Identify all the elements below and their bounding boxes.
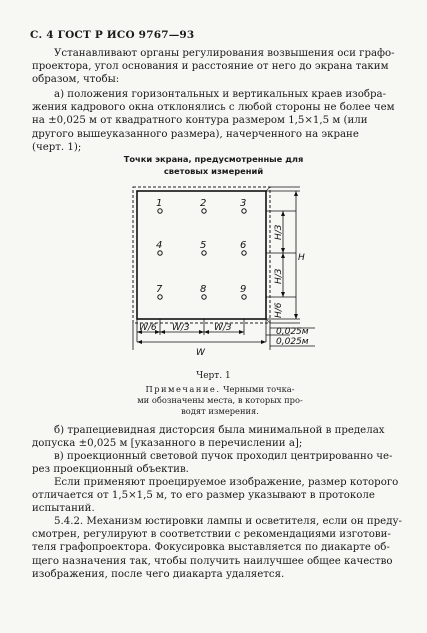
- item-c-paragraph: [32, 450, 408, 476]
- text-line: испытаний.: [32, 503, 95, 515]
- text-line: Устанавливают органы регулирования возвышения оси графо-: [54, 48, 395, 59]
- dimension-label-w3-b: W/3: [214, 323, 232, 333]
- text-line: другого вышеуказанного размера), начерченного на экране: [32, 128, 359, 140]
- text-line: щего назначения так, чтобы получить наилучшее общее качество: [32, 555, 393, 567]
- text-line: в) проекционный световой пучок проходил центрированно че-: [54, 451, 393, 462]
- dimension-label-w: W: [196, 348, 205, 358]
- measurement-point: [158, 209, 162, 213]
- point-number: 8: [200, 284, 207, 295]
- text-line: Если применяют проецируемое изображение, размер которого: [54, 477, 399, 488]
- point-number: 4: [156, 240, 163, 251]
- note-text: водят измерения.: [181, 406, 259, 417]
- text-line: проектора, угол основания и расстояние от него до экрана таким: [32, 61, 389, 73]
- section-5-4-2-paragraph: [32, 515, 408, 581]
- dimension-label-h3-mid: H/3: [274, 268, 284, 284]
- point-number: 6: [240, 240, 247, 251]
- point-number: 7: [156, 284, 163, 295]
- text-line: рез проекционный объектив.: [32, 464, 189, 476]
- measurement-point: [202, 251, 206, 255]
- text-line: смотрен, регулируют в соответствии с рекомендациями изготови-: [32, 529, 391, 541]
- text-line: (черт. 1);: [32, 141, 82, 153]
- dimension-label-h6: H/6: [274, 302, 284, 318]
- item-b-paragraph: [32, 424, 408, 450]
- text-line: изображения, после чего диакарта удаляется.: [32, 568, 285, 580]
- measurement-point: [242, 295, 246, 299]
- figure-caption: Черт. 1: [196, 371, 231, 381]
- vertical-arrowheads: [281, 191, 298, 319]
- measurement-point: [242, 251, 246, 255]
- text-line: жения кадрового окна отклонялись с любой стороны не более чем: [32, 102, 395, 114]
- dimension-label-h3-top: H/3: [274, 224, 284, 240]
- tolerance-label-1: 0,025м: [276, 327, 309, 337]
- measurement-point: [202, 295, 206, 299]
- if-paragraph: [32, 476, 408, 516]
- point-number: 9: [240, 284, 247, 295]
- point-number: 5: [200, 240, 207, 251]
- text-line: допуска ±0,025 м [указанного в перечислении а];: [32, 438, 303, 450]
- point-number: 1: [156, 198, 163, 209]
- figure-note: [130, 384, 310, 418]
- measurement-point: [158, 251, 162, 255]
- figure-title-line: световых измерений: [163, 166, 264, 176]
- page-header: С. 4 ГОСТ Р ИСО 9767—93: [30, 29, 195, 41]
- point-number: 2: [200, 198, 207, 209]
- note-label: Примечание.: [145, 384, 221, 394]
- text-line: на ±0,025 м от квадратного контура размером 1,5×1,5 м (или: [32, 115, 368, 127]
- text-line: образом, чтобы:: [32, 74, 120, 86]
- note-text: ми обозначены места, в которых про-: [137, 395, 303, 406]
- measurement-point: [158, 295, 162, 299]
- tolerance-label-2: 0,025м: [276, 337, 309, 347]
- text-line: теля графопроектора. Фокусировка выставляется по диакарте об-: [32, 542, 390, 554]
- dimension-label-w3-a: W/3: [172, 323, 190, 333]
- dimension-label-h: H: [298, 253, 305, 263]
- note-text: Черными точка-: [223, 384, 295, 394]
- text-line: отличается от 1,5×1,5 м, то его размер указывают в протоколе: [32, 490, 375, 502]
- text-line: 5.4.2. Механизм юстировки лампы и осветителя, если он преду-: [54, 516, 402, 527]
- point-number: 3: [240, 198, 247, 209]
- text-line: а) положения горизонтальных и вертикальных краев изобра-: [54, 89, 387, 100]
- dimension-label-w6: W/6: [139, 323, 157, 333]
- text-line: б) трапециевидная дисторсия была минимальной в пределах: [54, 425, 385, 436]
- measurement-point: [202, 209, 206, 213]
- measurement-point: [242, 209, 246, 213]
- figure-title-line: Точки экрана, предусмотренные для: [123, 154, 304, 164]
